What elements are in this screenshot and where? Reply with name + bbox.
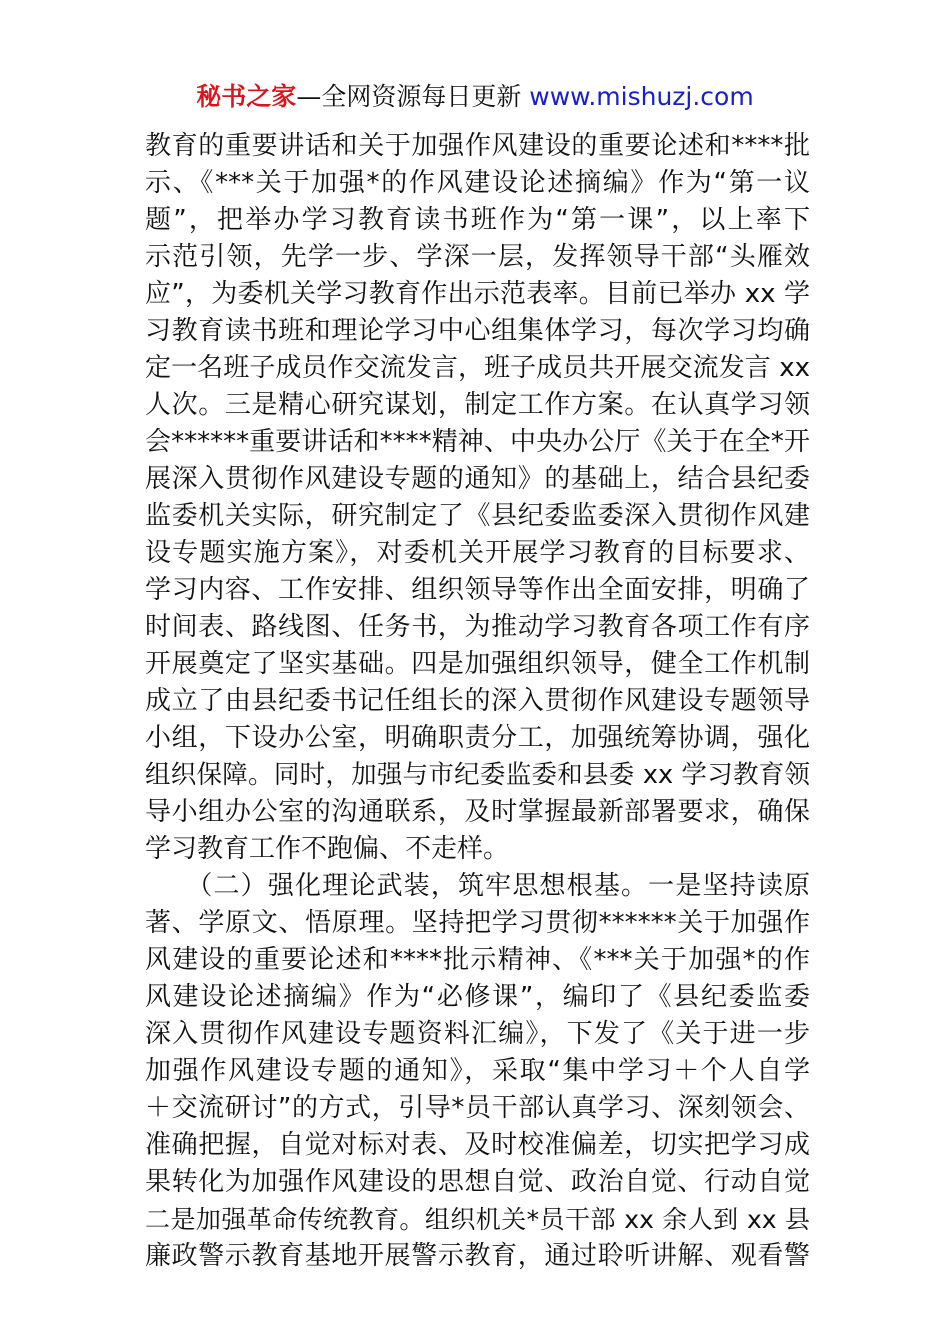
- text-line: 导小组办公室的沟通联系，及时掌握最新部署要求，确保: [145, 797, 810, 827]
- text-line: 深入贯彻作风建设专题资料汇编》，下发了《关于进一步: [145, 1019, 810, 1049]
- text-line: 题”，把举办学习教育读书班作为“第一课”，以上率下: [145, 205, 810, 235]
- text-line: 示、《***关于加强*的作风建设论述摘编》作为“第一议: [145, 168, 810, 198]
- text-line: 应”，为委机关学习教育作出示范表率。目前已举办 xx 学: [145, 279, 810, 309]
- text-line: 定一名班子成员作交流发言，班子成员共开展交流发言 xx: [145, 353, 810, 383]
- text-line: 人次。三是精心研究谋划，制定工作方案。在认真学习领: [145, 390, 810, 420]
- text-line: 会******重要讲话和****精神、中央办公厅《关于在全*开: [145, 427, 810, 457]
- text-line: 时间表、路线图、任务书，为推动学习教育各项工作有序: [145, 612, 810, 642]
- text-line: 习教育读书班和理论学习中心组集体学习，每次学习均确: [145, 316, 810, 346]
- text-line: 准确把握，自觉对标对表、及时校准偏差，切实把学习成: [145, 1130, 810, 1160]
- text-line: 示范引领，先学一步、学深一层，发挥领导干部“头雁效: [145, 242, 810, 272]
- paragraph-start-line: （二）强化理论武装，筑牢思想根基。一是坚持读原: [145, 871, 810, 901]
- text-line: 监委机关实际，研究制定了《县纪委监委深入贯彻作风建: [145, 501, 810, 531]
- text-line: 设专题实施方案》，对委机关开展学习教育的目标要求、: [145, 538, 810, 568]
- site-header: [0, 80, 950, 114]
- text-line: 加强作风建设专题的通知》，采取“集中学习＋个人自学: [145, 1056, 810, 1086]
- text-line: 小组，下设办公室，明确职责分工，加强统筹协调，强化: [145, 723, 810, 753]
- text-line: 开展奠定了坚实基础。四是加强组织领导，健全工作机制: [145, 649, 810, 679]
- text-line: 展深入贯彻作风建设专题的通知》的基础上，结合县纪委: [145, 464, 810, 494]
- text-line: 果转化为加强作风建设的思想自觉、政治自觉、行动自觉: [145, 1167, 810, 1197]
- text-line: 风建设的重要论述和****批示精神、《***关于加强*的作: [145, 945, 810, 975]
- text-line: 二是加强革命传统教育。组织机关*员干部 xx 余人到 xx 县: [145, 1205, 810, 1234]
- text-line: ＋交流研讨”的方式，引导*员干部认真学习、深刻领会、: [145, 1093, 810, 1123]
- text-line: 著、学原文、悟原理。坚持把学习贯彻******关于加强作: [145, 908, 810, 938]
- text-line: 组织保障。同时，加强与市纪委监委和县委 xx 学习教育领: [145, 760, 810, 790]
- text-line: 学习内容、工作安排、组织领导等作出全面安排，明确了: [145, 575, 810, 605]
- site-brand: 秘书之家: [196, 82, 297, 111]
- text-line: 成立了由县纪委书记任组长的深入贯彻作风建设专题领导: [145, 686, 810, 716]
- text-line: 学习教育工作不跑偏、不走样。: [145, 834, 510, 864]
- document-body: [145, 128, 810, 1275]
- site-url-link[interactable]: www.mishuzj.com: [529, 82, 754, 111]
- site-slogan: —全网资源每日更新: [296, 82, 522, 111]
- text-line: 廉政警示教育基地开展警示教育，通过聆听讲解、观看警: [145, 1241, 810, 1271]
- text-line: 风建设论述摘编》作为“必修课”，编印了《县纪委监委: [145, 982, 810, 1012]
- text-line: 教育的重要讲话和关于加强作风建设的重要论述和****批: [145, 131, 810, 161]
